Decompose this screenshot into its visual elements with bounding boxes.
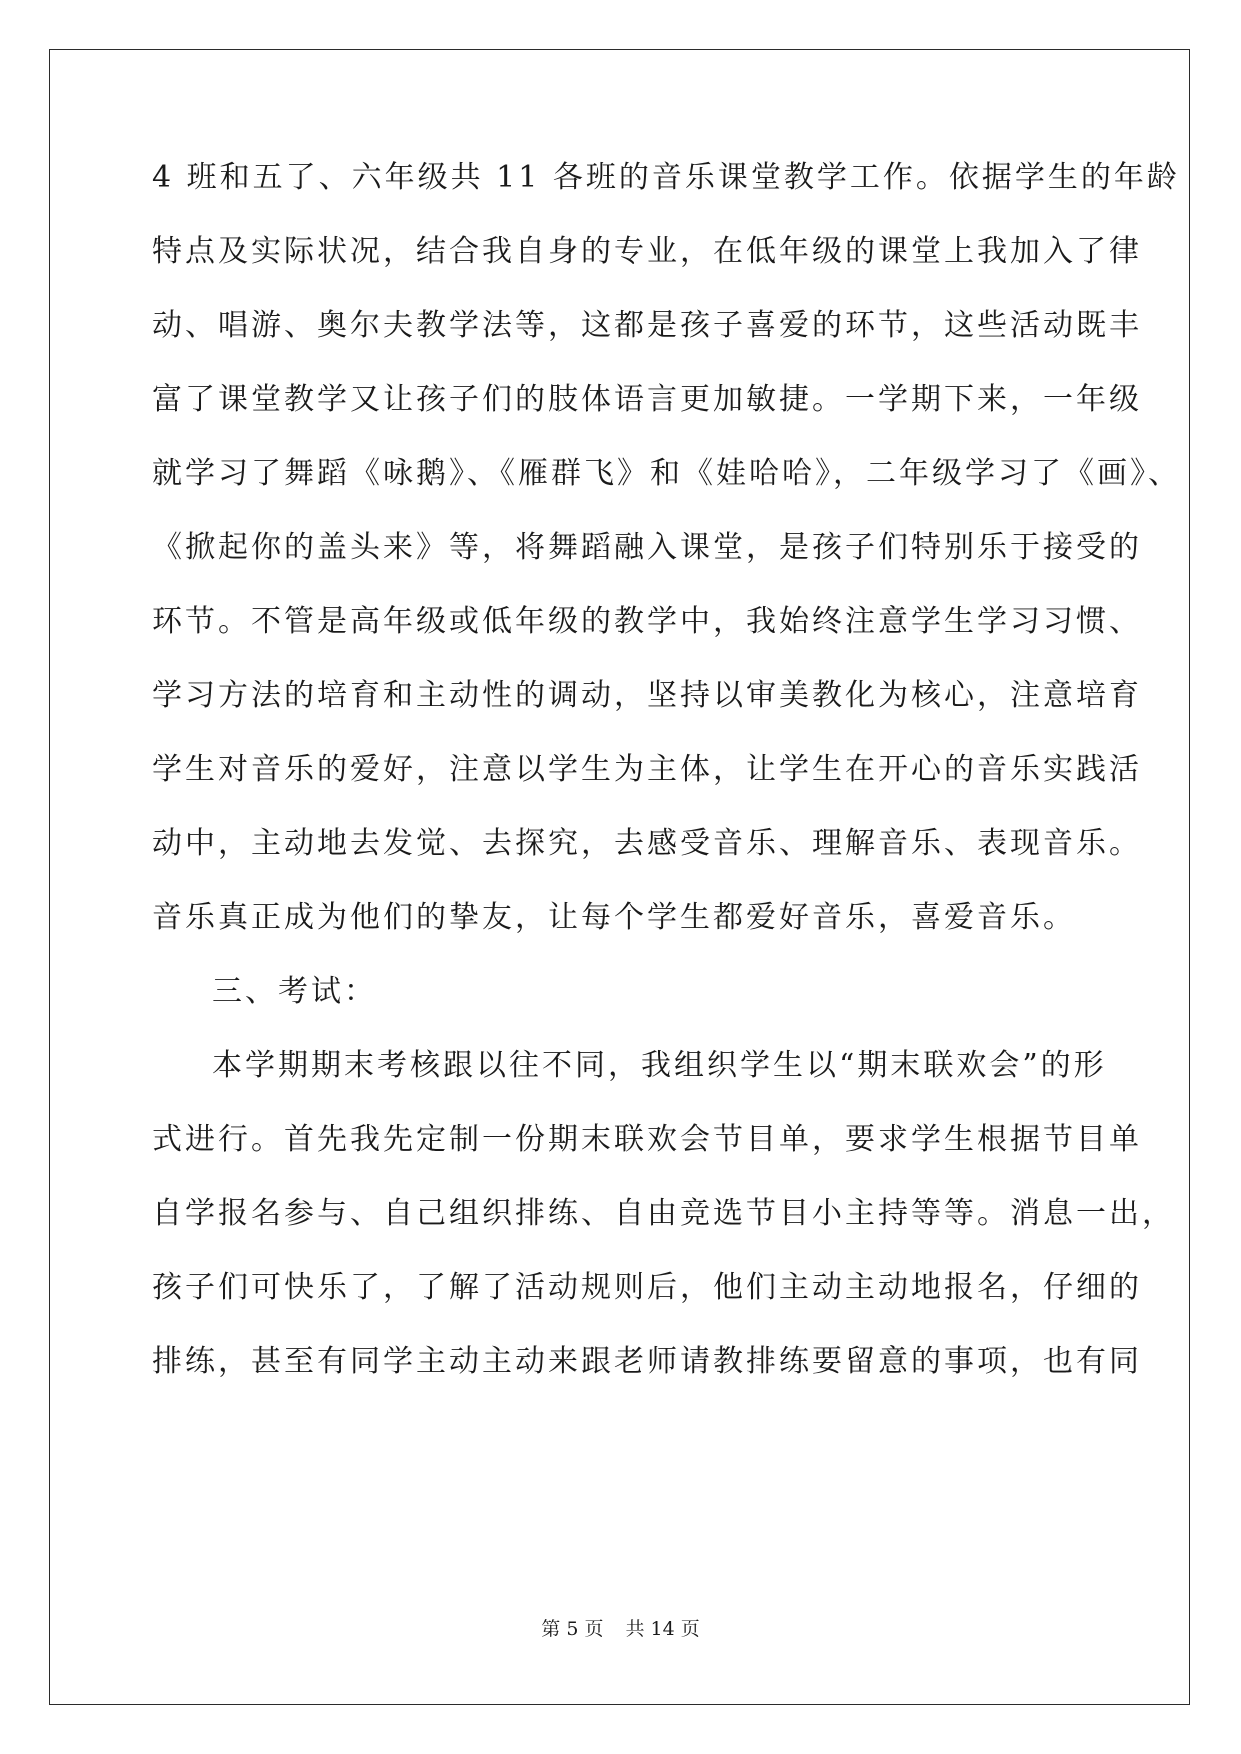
page-total: 共 14 页: [625, 1618, 700, 1640]
body-line-11: 音乐真正成为他们的挚友，让每个学生都爱好音乐，喜爱音乐。: [152, 900, 1076, 935]
section-heading-exam: 三、考试：: [212, 974, 377, 1009]
page-number: 第 5 页: [541, 1618, 604, 1640]
body-line-7: 环节。不管是高年级或低年级的教学中，我始终注意学生学习习惯、: [152, 604, 1142, 639]
body-line-3: 动、唱游、奥尔夫教学法等，这都是孩子喜爱的环节，这些活动既丰: [152, 308, 1142, 343]
body-line-6: 《掀起你的盖头来》等，将舞蹈融入课堂，是孩子们特别乐于接受的: [152, 530, 1142, 565]
body-line-8: 学习方法的培育和主动性的调动，坚持以审美教化为核心，注意培育: [152, 678, 1142, 713]
page-footer: [0, 1614, 1241, 1641]
page-border: [49, 49, 1190, 1705]
body-line-4: 富了课堂教学又让孩子们的肢体语言更加敏捷。一学期下来，一年级: [152, 382, 1142, 417]
body-line-2: 特点及实际状况，结合我自身的专业，在低年级的课堂上我加入了律: [152, 234, 1142, 269]
body-line-9: 学生对音乐的爱好，注意以学生为主体，让学生在开心的音乐实践活: [152, 752, 1142, 787]
body-line-1: 4 班和五了、六年级共 11 各班的音乐课堂教学工作。依据学生的年龄: [152, 160, 1180, 195]
body-line-5: 就学习了舞蹈《咏鹅》、《雁群飞》和《娃哈哈》，二年级学习了《画》、: [152, 456, 1181, 491]
body-line-13: 本学期期末考核跟以往不同，我组织学生以“期末联欢会”的形: [212, 1048, 1107, 1083]
body-line-17: 排练，甚至有同学主动主动来跟老师请教排练要留意的事项，也有同: [152, 1344, 1142, 1379]
body-line-10: 动中，主动地去发觉、去探究，去感受音乐、理解音乐、表现音乐。: [152, 826, 1142, 861]
body-line-16: 孩子们可快乐了，了解了活动规则后，他们主动主动地报名，仔细的: [152, 1270, 1142, 1305]
body-line-15: 自学报名参与、自己组织排练、自由竞选节目小主持等等。消息一出，: [152, 1196, 1175, 1231]
body-line-14: 式进行。首先我先定制一份期末联欢会节目单，要求学生根据节目单: [152, 1122, 1142, 1157]
